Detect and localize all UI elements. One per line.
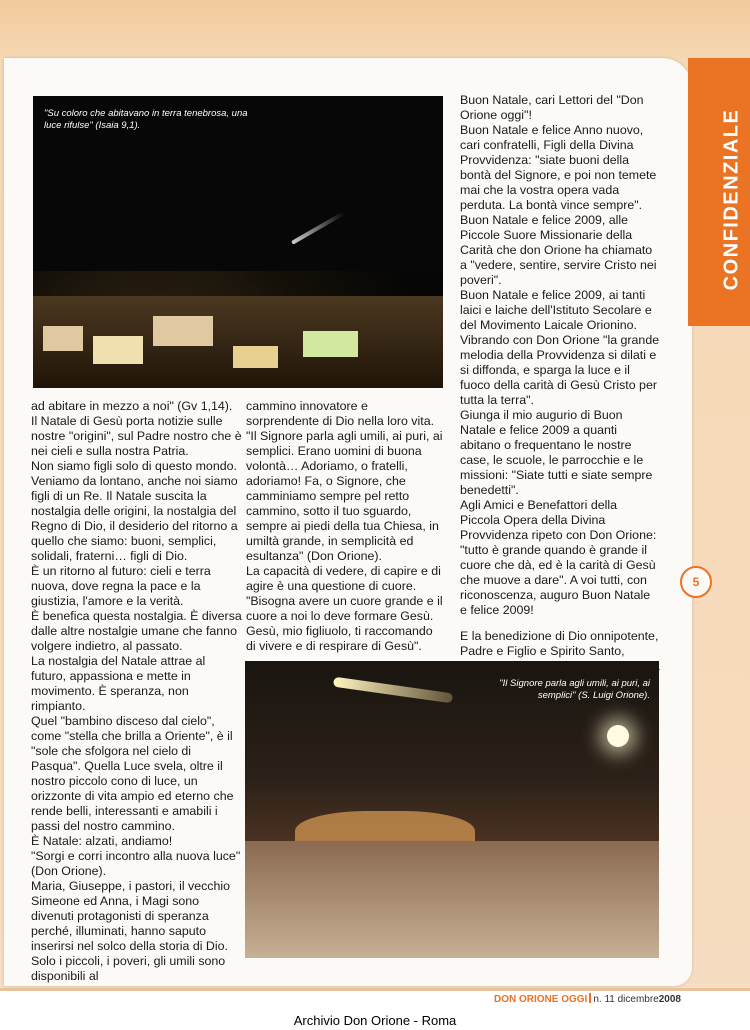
night-village-photo [33, 96, 443, 388]
photo-caption-2: "Il Signore parla agli umili, ai puri, ai semplici" (S. Luigi Orione). [499, 678, 650, 701]
comet-star-decoration [333, 677, 453, 704]
paragraph: Maria, Giuseppe, i pastori, il vecchio Simeone ed Anna, i Magi sono divenuti protagonisti di speranza perché, illuminati, hanno saputo inserirsi nel solco della storia di Dio. Solo i piccoli, i poveri, gli umili sono disponibili al [31, 879, 231, 983]
paragraph: cammino innovatore e sorprendente di Dio nella loro vita. [246, 399, 435, 428]
issue-label: n. 11 dicembre [593, 994, 659, 1005]
crowd-shape [245, 841, 659, 958]
paragraph: E la benedizione di Dio onnipotente, Padre e Figlio e Spirito Santo, [460, 629, 659, 658]
paragraph: Buon Natale, cari Lettori del "Don Orione oggi"! [460, 93, 644, 122]
paragraph: Buon Natale e felice 2009, alle Piccole Suore Missionarie della Carità che don Orione ha chiamato a "vedere, sentire, servire Cristo nei poveri". [460, 213, 657, 287]
paragraph: ad abitare in mezzo a noi" (Gv 1,14). [31, 399, 233, 413]
paragraph: Il Natale di Gesù porta notizie sulle nostre "origini", sul Padre nostro che è nei cieli e sulla nostra Patria. [31, 414, 242, 458]
paragraph: La nostalgia del Natale attrae al futuro, appassiona e mette in movimento. È speranza, non rimpianto. [31, 654, 206, 713]
photo-caption-1: "Su coloro che abitavano in terra tenebrosa, una luce rifulse" (Isaia 9,1). [44, 108, 248, 131]
paragraph: Giunga il mio augurio di Buon Natale e felice 2009 a quanti abitano o frequentano le nostre case, le scuole, le parrocchie e le missioni: "Siate tutti e siate sempre benedetti". [460, 408, 653, 497]
paragraph: È Natale: alzati, andiamo! [31, 834, 173, 848]
article-column-1 [31, 399, 243, 984]
issue-year: 2008 [658, 994, 681, 1005]
section-tab-label: CONFIDENZIALE [720, 108, 743, 291]
archive-label: Archivio Don Orione - Roma [293, 1013, 457, 1028]
paragraph: Buon Natale e felice 2009, ai tanti laici e laiche dell'Istituto Secolare e del Movimento Laicale Orionino. Vibrando con Don Orione "la grande melodia della Provvidenza si dilati e si diffonda, e sparga la luce e il fuoco della carità di Gesù Cristo per tutta la terra". [460, 288, 660, 407]
paragraph: La capacità di vedere, di capire e di agire è una questione di cuore. "Bisogna avere un cuore grande e il cuore a noi lo deve formare Gesù. Gesù, mio figliuolo, ti raccomando di vivere e di respirare di Gesù". [246, 564, 443, 653]
article-column-3 [460, 93, 660, 689]
paragraph: Buon Natale e felice Anno nuovo, cari confratelli, Figli della Divina Provvidenza: "siate buoni della bontà del Signore, e poi non temete mai che la vostra opera vada perduta. La bontà vince sempre". [460, 123, 657, 212]
article-column-2 [246, 399, 443, 654]
paragraph: Agli Amici e Benefattori della Piccola Opera della Divina Provvidenza ripeto con Don Orione: "tutto è grande quando è grande il cuore che dà, ed è la carità di Gesù che muove a dare". A voi tutti, con riconoscenza, auguro Buon Natale e felice 2009! [460, 498, 657, 617]
paragraph: È un ritorno al futuro: cieli e terra nuova, dove regna la pace e la giustizia, l'amore e la verità. [31, 564, 211, 608]
page-footer [494, 993, 694, 1005]
page-number: 5 [680, 566, 712, 598]
paragraph: Quel "bambino disceso dal cielo", come "stella che brilla a Oriente", è il "sole che sfolgora nel cielo di Pasqua". Quella Luce svela, oltre il nostro piccolo cono di luce, un orizzonte di vita ampio ed eterno che rende belli, interessanti e amabili i passi del nostro cammino. [31, 714, 234, 833]
lamp-light [607, 725, 629, 747]
paragraph: "Il Signore parla agli umili, ai puri, ai semplici. Erano uomini di buona volontà… Adoriamo, o fratelli, adoriamo! Fa, o Signore, che camminiamo sempre pel retto cammino, sotto il tuo sguardo, sempre ai piedi della tua Chiesa, in umiltà grande, in semplicità ed esultanza" (Don Orione). [246, 429, 443, 563]
nativity-photo [245, 661, 659, 958]
footer-stripe [0, 988, 750, 991]
paragraph: Non siamo figli solo di questo mondo. Veniamo da lontano, anche noi siamo figli di un Re. Il Natale suscita la nostalgia delle origini, la nostalgia del Regno di Dio, il desiderio del ritorno a quello che siamo: buoni, semplici, solidali, fraterni… figli di Dio. [31, 459, 238, 563]
paragraph: "Sorgi e corri incontro alla nuova luce" (Don Orione). [31, 849, 241, 878]
section-tab [688, 58, 750, 326]
village-silhouette [33, 296, 443, 388]
paragraph: È benefica questa nostalgia. È diversa dalle altre nostalgie umane che fanno volgere indietro, al passato. [31, 609, 242, 653]
magazine-name: DON ORIONE OGGI [494, 994, 588, 1005]
